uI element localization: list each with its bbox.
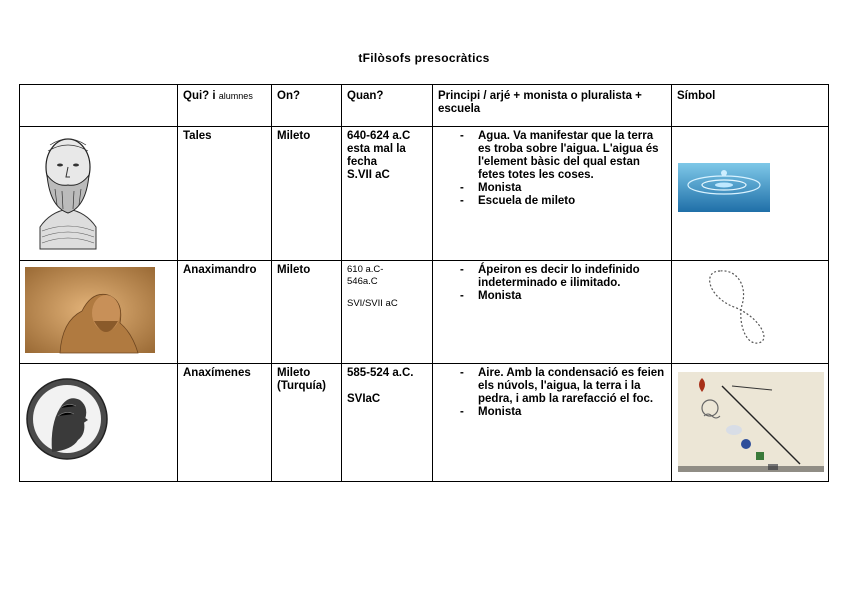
who-tales: Tales (178, 127, 272, 261)
list-item: - Agua. Va manifestar que la terra es troba sobre l'aigua. L'aigua és l'element bàsic del qual estan fetes totes les coses. (478, 130, 666, 182)
when-anaximenes (342, 364, 433, 482)
when-line: SVI/SVII aC (347, 298, 398, 309)
header-principle: Principi / arjé + monista o pluralista + escuela (433, 85, 672, 127)
list-item: - Monista (478, 406, 666, 419)
philosophers-table (19, 84, 829, 482)
table-row (20, 127, 829, 261)
table-row (20, 261, 829, 364)
header-when: Quan? (342, 85, 433, 127)
header-who-small: alumnes (218, 91, 253, 101)
when-line: 546a.C (347, 276, 378, 287)
header-where: On? (272, 85, 342, 127)
when-line: esta mal la (347, 143, 406, 155)
where-tales: Mileto (272, 127, 342, 261)
who-anaximenes: Anaxímenes (178, 364, 272, 482)
principle-anaximandro (433, 261, 672, 364)
portrait-anaximandro (20, 261, 178, 364)
who-anaximandro: Anaximandro (178, 261, 272, 364)
portrait-anaximenes (20, 364, 178, 482)
where-anaximenes: Mileto (Turquía) (272, 364, 342, 482)
symbol-infinity (672, 261, 829, 364)
header-who-label: Qui? i (183, 90, 216, 102)
principle-anaximenes (433, 364, 672, 482)
header-image (20, 85, 178, 127)
when-line: 610 a.C- (347, 264, 384, 275)
list-item: - Monista (478, 182, 666, 195)
list-item: - Escuela de mileto (478, 195, 666, 208)
header-symbol: Símbol (672, 85, 829, 127)
portrait-tales (20, 127, 178, 261)
when-line: 585-524 a.C. (347, 367, 414, 379)
when-line: 640-624 a.C (347, 130, 411, 142)
when-line: SVIaC (347, 393, 381, 405)
when-anaximandro (342, 261, 433, 364)
where-anaximandro: Mileto (272, 261, 342, 364)
when-line: fecha (347, 156, 378, 168)
when-line: S.VII aC (347, 169, 390, 181)
symbol-condensation-diagram (672, 364, 829, 482)
header-who (178, 85, 272, 127)
spacer (347, 288, 427, 298)
document-title: tFilòsofs presocràtics (358, 51, 490, 65)
principle-tales (433, 127, 672, 261)
table-row (20, 364, 829, 482)
when-tales (342, 127, 433, 261)
list-item: - Monista (478, 290, 666, 303)
header-row (20, 85, 829, 127)
list-item: - Ápeiron es decir lo indefinido indeterminado e ilimitado. (478, 264, 666, 290)
spacer (347, 380, 427, 393)
symbol-water (672, 127, 829, 261)
list-item: - Aire. Amb la condensació es feien els núvols, l'aigua, la terra i la pedra, i amb la rarefacció el foc. (478, 367, 666, 406)
